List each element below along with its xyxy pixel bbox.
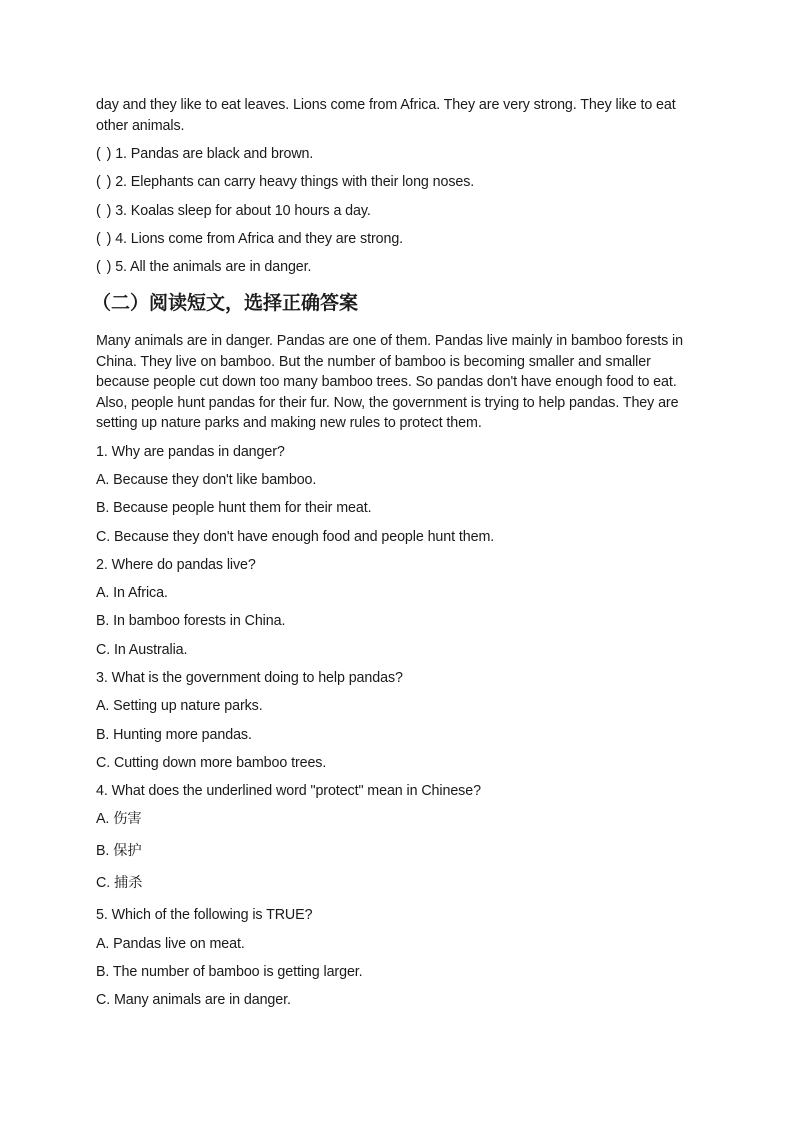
option-a[interactable]: A. Because they don't like bamboo.	[96, 471, 317, 488]
judgment-text: ) 3. Koalas sleep for about 10 hours a day.	[106, 202, 371, 219]
judgment-item	[96, 257, 706, 277]
question-block	[96, 555, 706, 660]
judgment-bracket-open: (	[96, 259, 101, 276]
judgment-text: ) 1. Pandas are black and brown.	[106, 146, 314, 162]
judgment-item	[96, 201, 706, 221]
judgment-bracket-open: (	[96, 230, 101, 247]
option-b[interactable]: B. Hunting more pandas.	[96, 726, 252, 743]
judgment-bracket-open: (	[96, 202, 101, 219]
judgment-bracket-open: (	[96, 174, 101, 191]
option-a[interactable]: A. In Africa.	[96, 585, 168, 602]
option-a[interactable]: A. 伤害	[96, 811, 142, 828]
option-c[interactable]: C. Cutting down more bamboo trees.	[96, 754, 327, 771]
option-b[interactable]: B. Because people hunt them for their meat.	[96, 500, 372, 517]
question-block	[96, 781, 706, 893]
judgment-item	[96, 144, 706, 164]
question-block	[96, 442, 706, 547]
option-b[interactable]: B. The number of bamboo is getting larger.	[96, 963, 363, 980]
question-block	[96, 668, 706, 773]
worksheet-page	[92, 95, 706, 1010]
question-text: 1. Why are pandas in danger?	[96, 443, 285, 460]
option-b[interactable]: B. In bamboo forests in China.	[96, 613, 286, 630]
judgment-text: ) 2. Elephants can carry heavy things with their long noses.	[106, 174, 475, 191]
judgment-bracket-open: (	[96, 146, 101, 162]
option-a[interactable]: A. Pandas live on meat.	[96, 935, 245, 952]
section2-heading: （二）阅读短文，选择正确答案	[92, 292, 359, 315]
judgment-text: ) 5. All the animals are in danger.	[106, 259, 312, 276]
passage2: Many animals are in danger. Pandas are one of them. Pandas live mainly in bamboo forests in China. They live on bamboo. But the number of bamboo is becoming smaller and smaller because people cut down too many bamboo trees. So pandas don't have enough food to eat. Also, people hunt pandas for their fur. Now, the government is trying to help pandas. They are setting up nature parks and making new rules to protect them.	[96, 333, 683, 432]
option-c[interactable]: C. Many animals are in danger.	[96, 992, 291, 1009]
option-c[interactable]: C. In Australia.	[96, 641, 188, 658]
judgment-item	[96, 172, 706, 192]
judgment-list	[96, 144, 706, 277]
question-block	[96, 905, 706, 1010]
question-text: 3. What is the government doing to help pandas?	[96, 670, 403, 687]
option-c[interactable]: C. 捕杀	[96, 875, 143, 892]
question-text: 4. What does the underlined word "protect" mean in Chinese?	[96, 783, 481, 800]
judgment-item	[96, 229, 706, 249]
option-c[interactable]: C. Because they don't have enough food and people hunt them.	[96, 528, 495, 545]
option-b[interactable]: B. 保护	[96, 843, 142, 860]
option-a[interactable]: A. Setting up nature parks.	[96, 698, 263, 715]
question-text: 5. Which of the following is TRUE?	[96, 907, 313, 924]
question-list	[96, 442, 706, 1010]
question-text: 2. Where do pandas live?	[96, 556, 256, 573]
judgment-text: ) 4. Lions come from Africa and they are strong.	[106, 230, 404, 247]
passage1-tail: day and they like to eat leaves. Lions come from Africa. They are very strong. They like to eat other animals.	[96, 97, 676, 134]
